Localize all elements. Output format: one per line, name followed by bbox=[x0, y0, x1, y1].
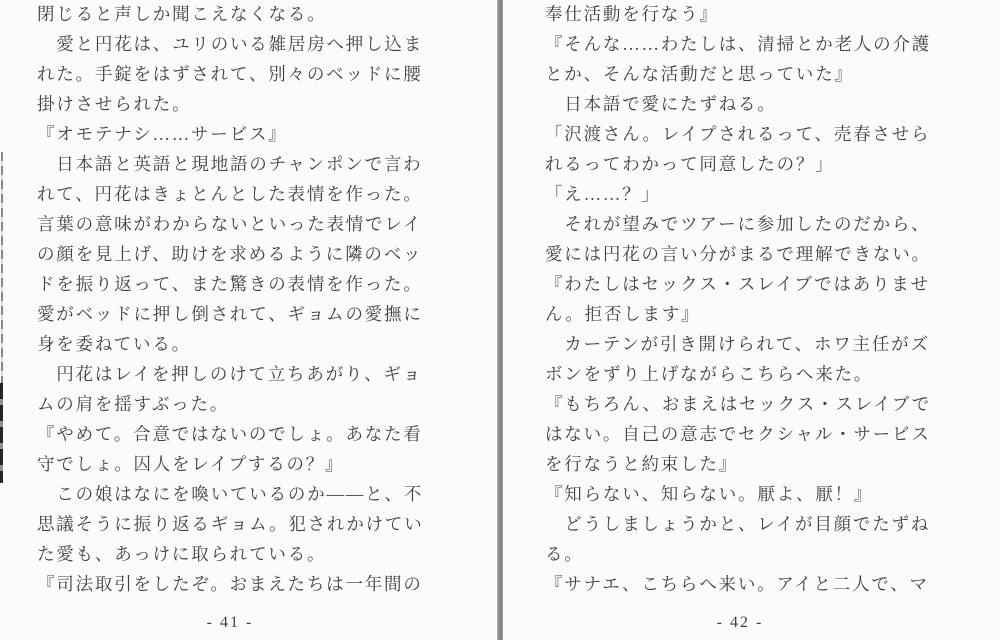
text-line: 『やめて。合意ではないのでしょ。あなた看 bbox=[37, 424, 423, 444]
text-line: 『司法取引をしたぞ。おまえたちは一年間の bbox=[37, 574, 423, 594]
text-line: とか、そんな活動だと思っていた』 bbox=[545, 64, 854, 84]
text-line: 『オモテナシ……サービス』 bbox=[37, 124, 288, 144]
text-line: それが望みでツアーに参加したのだから、 bbox=[545, 214, 931, 234]
scan-artifact bbox=[0, 383, 3, 483]
text-line: れて、円花はきょとんとした表情を作った。 bbox=[37, 184, 423, 204]
text-line: カーテンが引き開けられて、ホワ主任がズ bbox=[545, 334, 930, 354]
text-line: る。 bbox=[545, 544, 584, 564]
text-line: 『もちろん、おまえはセックス・スレイブで bbox=[545, 394, 931, 414]
text-line: 愛と円花は、ユリのいる雑居房へ押し込ま bbox=[37, 34, 423, 54]
text-line: 思議そうに振り返るギョム。犯されかけてい bbox=[37, 514, 424, 534]
page-right-text bbox=[545, 0, 935, 599]
text-line: た愛も、あっけに取られている。 bbox=[37, 544, 327, 564]
text-line: 「沢渡さん。レイプされるって、売春させら bbox=[545, 124, 931, 144]
text-line: 愛には円花の言い分がまるで理解できない。 bbox=[545, 244, 931, 264]
text-line: ボンをずり上げながらこちらへ来た。 bbox=[545, 364, 874, 384]
text-line: 言葉の意味がわからないといった表情でレイ bbox=[37, 214, 423, 234]
text-line: どうしましょうかと、レイが目顔でたずね bbox=[545, 514, 931, 534]
text-line: を行なうと約束した』 bbox=[545, 454, 738, 474]
scan-artifact bbox=[1, 152, 3, 387]
text-line: 「え……？」 bbox=[545, 184, 661, 204]
text-line: ドを振り返って、また驚きの表情を作った。 bbox=[37, 274, 423, 294]
text-line: 円花はレイを押しのけて立ちあがり、ギョ bbox=[37, 364, 423, 384]
text-line: 『知らない、知らない。厭よ、厭！』 bbox=[545, 484, 874, 504]
text-line: 『わたしはセックス・スレイブではありませ bbox=[545, 274, 930, 294]
page-right bbox=[503, 0, 1000, 640]
text-line: の顔を見上げ、助けを求めるように隣のベッ bbox=[37, 244, 423, 264]
text-line: 日本語と英語と現地語のチャンポンで言わ bbox=[37, 154, 423, 174]
text-line: れるってわかって同意したの？」 bbox=[545, 154, 835, 174]
text-line: 『サナエ、こちらへ来い。アイと二人で、マ bbox=[545, 574, 929, 594]
text-line: 日本語で愛にたずねる。 bbox=[545, 94, 777, 114]
text-line: ん。拒否します』 bbox=[545, 304, 701, 324]
text-line: 身を委ねている。 bbox=[37, 334, 191, 354]
page-left bbox=[0, 0, 497, 640]
text-line: ムの肩を揺すぶった。 bbox=[37, 394, 230, 414]
text-line: 奉仕活動を行なう』 bbox=[545, 4, 719, 24]
text-line: この娘はなにを喚いているのか——と、不 bbox=[37, 484, 423, 504]
text-line: 『そんな……わたしは、清掃とか老人の介護 bbox=[545, 34, 931, 54]
text-line: 閉じると声しか聞こえなくなる。 bbox=[37, 4, 327, 24]
text-line: はない。自己の意志でセクシャル・サービス bbox=[545, 424, 931, 444]
page-number-right: - 42 - bbox=[716, 614, 764, 631]
text-line: れた。手錠をはずされて、別々のベッドに腰 bbox=[37, 64, 423, 84]
page-left-text bbox=[37, 0, 423, 599]
text-line: 愛がベッドに押し倒されて、ギョムの愛撫に bbox=[37, 304, 423, 324]
text-line: 守でしょ。囚人をレイプするの？』 bbox=[37, 454, 345, 474]
text-line: 掛けさせられた。 bbox=[37, 94, 192, 114]
page-number-left: - 41 - bbox=[206, 614, 254, 631]
